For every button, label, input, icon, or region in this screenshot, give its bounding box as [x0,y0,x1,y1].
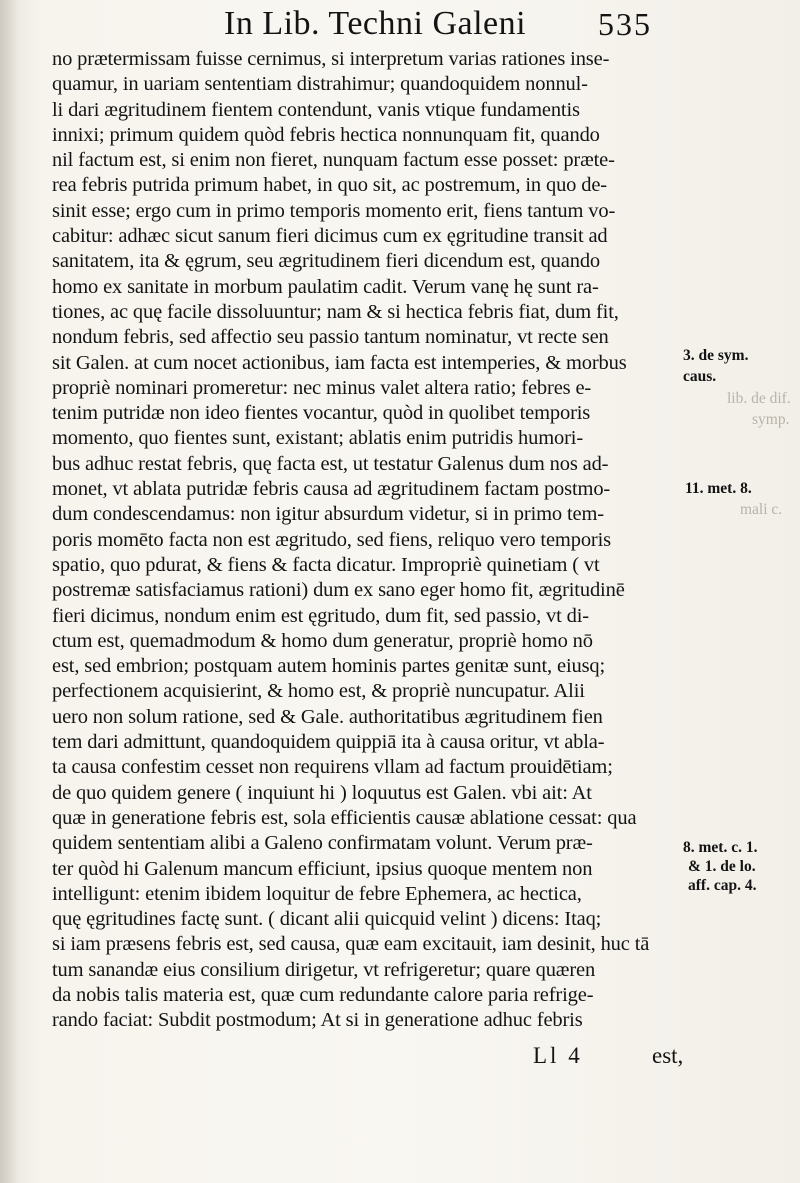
text-line: si iam præsens febris est, sed causa, quæ eam excitauit, iam desinit, huc tā [52,933,650,956]
text-line: quę ęgritudines factę sunt. ( dicant alii quicquid velint ) dicens: Itaq; [52,908,602,931]
text-line: bus adhuc restat febris, quę facta est, ut testatur Galenus dum nos ad- [52,452,609,475]
text-line: perfectionem acquisierint, & homo est, & propriè nuncupatur. Alii [52,680,585,703]
running-title: In Lib. Techni Galeni [224,5,527,42]
text-line: da nobis talis materia est, quæ cum redundante calore paria refrige- [52,983,594,1006]
body-text [52,47,692,1034]
margin-note-faint: symp. [752,411,790,428]
text-line: dum condescendamus: non igitur absurdum videtur, si in primo tem- [52,503,604,526]
text-line: tem dari admittunt, quandoquidem quippiā ita à causa oritur, vt abla- [52,731,605,754]
text-line: momento, quo fientes sunt, existant; ablatis enim putridis humori- [52,427,583,450]
signature-mark: Ll 4 [533,1043,583,1068]
text-line: monet, vt ablata putridæ febris causa ad ægritudinem factam postmo- [52,478,611,501]
text-line: nil factum est, si enim non fieret, nunquam factum esse posset: præte- [52,149,615,172]
text-line: propriè nominari promeretur: nec minus valet altera ratio; febres e- [52,376,592,399]
text-line: de quo quidem genere ( inquiunt hi ) loquutus est Galen. vbi ait: At [52,781,592,804]
text-line: uero non solum ratione, sed & Gale. authoritatibus ægritudinem fien [52,705,603,728]
text-line: li dari ægritudinem fientem contendunt, vanis vtique fundamentis [52,98,580,121]
text-line: ter quòd hi Galenum mancum efficiunt, ipsius quoque mentem non [52,857,593,880]
margin-note-met-lo-3: aff. cap. 4. [688,877,757,894]
text-line: ta causa confestim cesset non requirens vllam ad factum prouidētiam; [52,756,613,779]
text-line: no prætermissam fuisse cernimus, si interpretum varias rationes inse- [52,48,610,70]
margin-note-faint: lib. de dif. [727,390,791,407]
text-line: homo ex sanitate in morbum paulatim cadit. Verum vanę hę sunt ra- [52,275,599,298]
margin-note-met-lo: 8. met. c. 1. [683,839,758,856]
gutter-shadow [0,0,18,1183]
text-line: quæ in generatione febris est, sola efficientis causæ ablatione cessat: qua [52,806,637,829]
text-line: innixi; primum quidem quòd febris hectica nonnunquam fit, quando [52,123,600,146]
text-line: spatio, quo pdurat, & fiens & facta dicatur. Impropriè quinetiam ( vt [52,553,600,576]
text-line: ctum est, quemadmodum & homo dum generatur, propriè homo nō [52,629,593,652]
text-line: tum sanandæ eius consilium dirigetur, vt refrigeretur; quare quæren [52,958,596,981]
margin-note-met: 11. met. 8. [685,480,752,497]
text-line: sanitatem, ita & ęgrum, seu ægritudinem fieri dicendum est, quando [52,250,601,273]
margin-note-faint: mali c. [740,501,783,518]
page-number: 535 [598,6,652,42]
text-line: tiones, ac quę facile dissoluuntur; nam & si hectica febris fiat, dum fit, [52,300,619,323]
text-line: nondum febris, sed affectio seu passio tantum nominatur, vt recte sen [52,326,609,349]
margin-note-sym-caus: 3. de sym. [683,347,749,364]
text-line: est, sed embrion; postquam autem hominis partes genitæ sunt, eiusq; [52,655,606,678]
page-header [0,2,800,50]
text-line: fieri dicimus, nondum enim est ęgritudo, dum fit, sed passio, vt di- [52,604,589,627]
text-line: sinit esse; ergo cum in primo temporis momento erit, fiens tantum vo- [52,199,616,222]
text-line: poris momēto facta non est ægritudo, sed fiens, reliquo vero temporis [52,528,611,551]
text-line: postremæ satisfaciamus rationi) dum ex sano eger homo fit, ægritudinē [52,579,625,602]
margin-note-sym-caus-2: caus. [683,368,717,385]
text-line: intelligunt: etenim ibidem loquitur de febre Ephemera, ac hectica, [52,882,582,905]
text-line: sit Galen. at cum nocet actionibus, iam facta est intemperies, & morbus [52,351,627,374]
text-line: rando faciat: Subdit postmodum; At si in generatione adhuc febris [52,1009,583,1032]
text-line: quamur, in uariam sententiam distrahimur; quandoquidem nonnul- [52,73,588,96]
text-line: rea febris putrida primum habet, in quo sit, ac postremum, in quo de- [52,174,607,197]
text-line: quidem sententiam alibi a Galeno confirmatam volunt. Verum præ- [52,832,593,855]
text-line: tenim putridæ non ideo fientes vocantur, quòd in quolibet temporis [52,402,591,425]
margin-note-met-lo-2: & 1. de lo. [688,858,756,875]
catchword: est, [652,1043,684,1068]
text-line: cabitur: adhæc sicut sanum fieri dicimus cum ex ęgritudine transit ad [52,225,608,248]
